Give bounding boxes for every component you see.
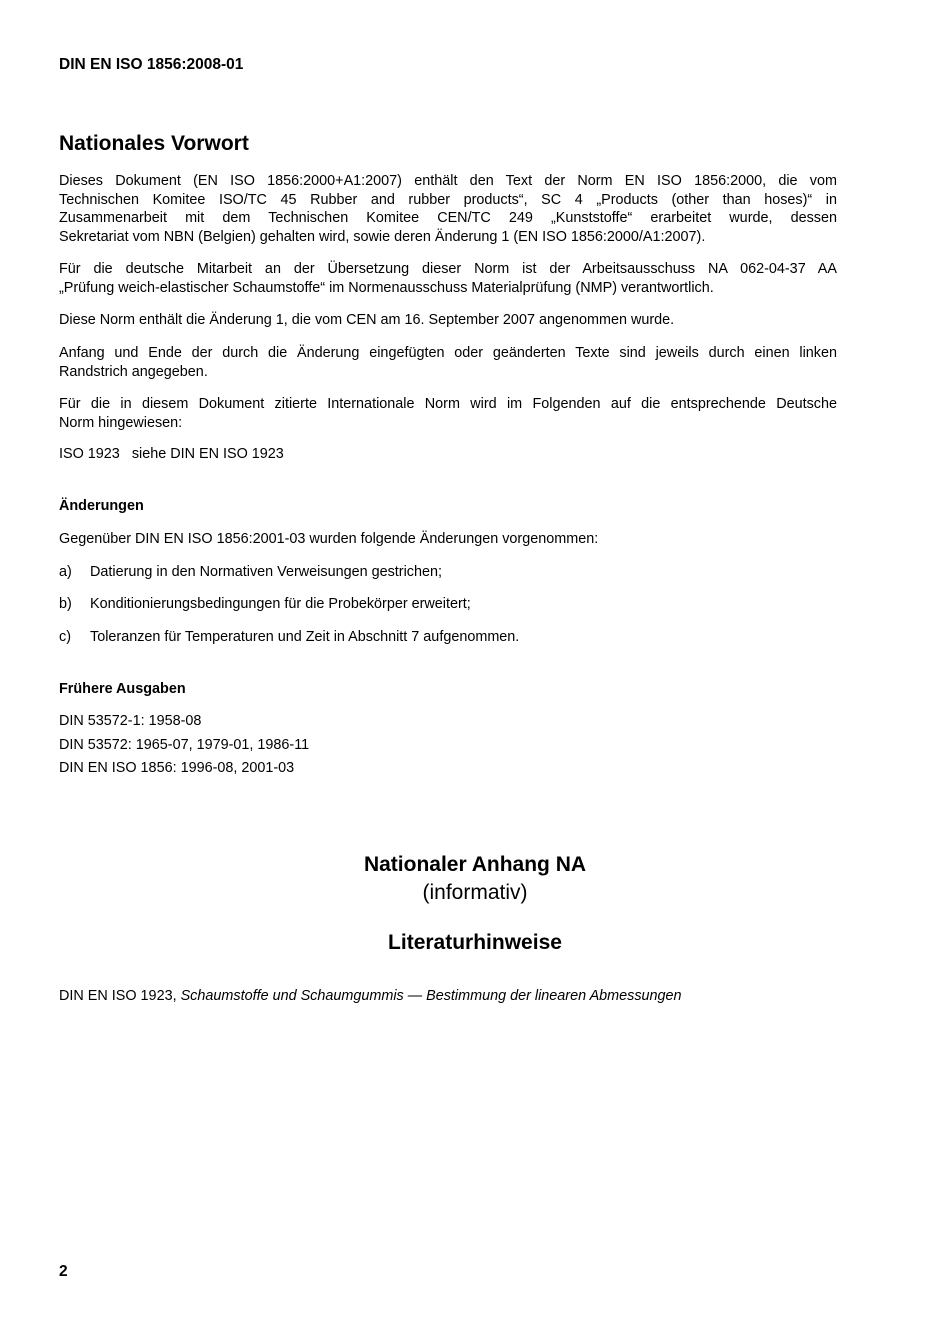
iso-reference: ISO 1923 [59,446,120,462]
annex-subtitle: (informativ) [422,881,528,904]
list-item-text: Toleranzen für Temperaturen und Zeit in Abschnitt 7 aufgenommen. [90,629,520,645]
paragraph-2-line-2: „Prüfung weich-elastischer Schaumstoffe“ im Normenausschuss Materialprüfung (NMP) verantwortlich. [59,279,714,296]
paragraph-4-line-1: Anfang und Ende der durch die Änderung eingefügten oder geänderten Texte sind jeweils durch einen linken [59,345,837,361]
paragraph-1-line-1: Dieses Dokument (EN ISO 1856:2000+A1:2007) enthält den Text der Norm EN ISO 1856:2000, die vom [59,173,837,189]
list-marker: a) [59,564,72,580]
literature-reference [59,988,682,1004]
list-marker: c) [59,629,71,645]
literature-title: Literaturhinweise [388,931,562,954]
paragraph-4-line-2: Randstrich angegeben. [59,363,208,380]
document-code-header: DIN EN ISO 1856:2008-01 [59,56,244,73]
page-number: 2 [59,1263,68,1280]
norm-reference-line [59,446,284,462]
literature-reference-title: Schaumstoffe und Schaumgummis — Bestimmung der linearen Abmessungen [180,988,682,1004]
section-title-aenderungen: Änderungen [59,498,144,514]
din-reference: siehe DIN EN ISO 1923 [131,446,284,462]
list-item [59,596,471,612]
paragraph-3: Diese Norm enthält die Änderung 1, die vom CEN am 16. September 2007 angenommen wurde. [59,312,675,328]
paragraph-5-line-1: Für die in diesem Dokument zitierte Internationale Norm wird im Folgenden auf die entsprechende Deutsche [59,396,837,412]
list-item [59,629,519,645]
section-title-vorwort: Nationales Vorwort [59,132,249,155]
paragraph-1-line-2: Technischen Komitee ISO/TC 45 Rubber and rubber products“, SC 4 „Products (other than hoses)“ in [59,191,837,208]
aenderungen-intro: Gegenüber DIN EN ISO 1856:2001-03 wurden folgende Änderungen vorgenommen: [59,531,599,547]
annex-title: Nationaler Anhang NA [363,853,587,876]
literature-reference-standard: DIN EN ISO 1923, [59,988,181,1004]
paragraph-1-line-4: Sekretariat vom NBN (Belgien) gehalten wird, sowie deren Änderung 1 (EN ISO 1856:2000/A1:2007). [59,228,706,245]
previous-edition-line: DIN 53572: 1965-07, 1979-01, 1986-11 [59,737,310,753]
list-item-text: Datierung in den Normativen Verweisungen gestrichen; [90,564,442,580]
previous-edition-line: DIN EN ISO 1856: 1996-08, 2001-03 [59,760,295,776]
paragraph-1-line-3: Zusammenarbeit mit dem Technischen Komitee CEN/TC 249 „Kunststoffe“ erarbeitet wurde, dessen [59,210,837,226]
list-item-text: Konditionierungsbedingungen für die Probekörper erweitert; [90,596,471,612]
section-title-fruehere-ausgaben: Frühere Ausgaben [59,681,186,697]
paragraph-2-line-1: Für die deutsche Mitarbeit an der Übersetzung dieser Norm ist der Arbeitsausschuss NA 062-04-37 AA [59,261,837,277]
list-marker: b) [59,596,72,612]
previous-edition-line: DIN 53572-1: 1958-08 [59,713,202,729]
paragraph-5-line-2: Norm hingewiesen: [59,414,183,431]
list-item [59,564,442,580]
